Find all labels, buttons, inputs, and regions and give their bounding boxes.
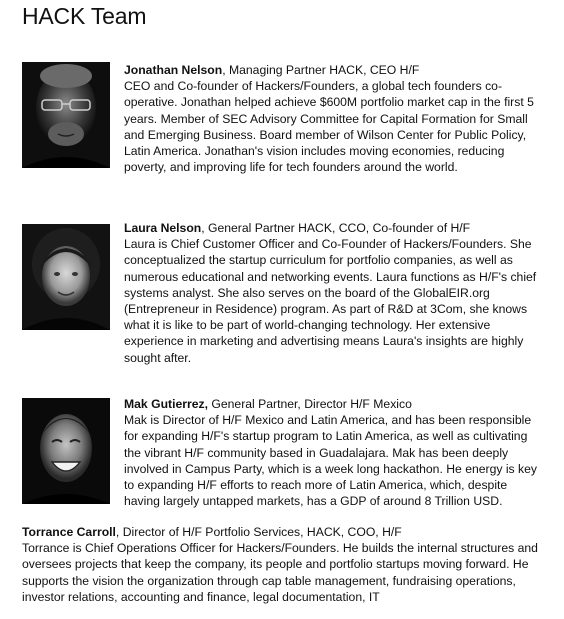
member-bio-mak-gutierrez — [124, 396, 544, 509]
member-headline — [22, 524, 547, 540]
team-member-jonathan-nelson — [22, 62, 552, 180]
team-member-mak-gutierrez — [22, 396, 552, 510]
member-headline — [124, 396, 544, 412]
team-member-laura-nelson — [22, 220, 552, 365]
member-role: , Managing Partner HACK, CEO H/F — [222, 63, 420, 77]
member-headline — [124, 62, 544, 78]
member-description: Torrance is Chief Operations Officer for Hackers/Founders. He builds the internal structures and oversees projects that keep the company, its people and portfolio startups moving forward. He supports the vision the organization through cap table management, fundraising operations, investor relations, accounting and finance, legal documentation, IT — [22, 541, 538, 604]
member-headline — [124, 220, 544, 236]
member-role: , General Partner HACK, CCO, Co-founder of H/F — [201, 221, 471, 235]
member-description: Mak is Director of H/F Mexico and Latin America, and has been responsible for expanding H/F's startup program to Latin America, as well as cultivating the vibrant H/F community based in Guadalajara. Mak has been deeply involved in Campus Party, which is a week long hackathon. He energy is key to expanding H/F efforts to reach more of Latin America, which, despite having largely untapped markets, has a GDP of around 8 Trillion USD. — [124, 413, 537, 509]
member-name: Jonathan Nelson — [124, 63, 223, 77]
member-role: General Partner, Director H/F Mexico — [208, 397, 412, 411]
member-role: , Director of H/F Portfolio Services, HACK, COO, H/F — [115, 525, 402, 539]
page-title: HACK Team — [22, 3, 147, 29]
member-name: Mak Gutierrez, — [124, 397, 208, 411]
member-description: CEO and Co-founder of Hackers/Founders, a global tech founders co-operative. Jonathan helped achieve $600M portfolio market cap in the first 5 years. Member of SEC Advisory Committee for Capital Formation for Small and Emerging Business. Board member of Wilson Center for Public Policy, Latin America. Jonathan's vision includes moving economies, reducing poverty, and improving life for tech founders around the world. — [124, 79, 534, 175]
member-bio-laura-nelson — [124, 220, 544, 366]
team-member-torrance-carroll — [22, 524, 552, 614]
portrait-photo-mak-gutierrez — [22, 398, 110, 504]
member-name: Laura Nelson — [124, 221, 202, 235]
member-name: Torrance Carroll — [22, 525, 116, 539]
portrait-photo-laura-nelson — [22, 224, 110, 330]
portrait-photo-jonathan-nelson — [22, 62, 110, 168]
member-description: Laura is Chief Customer Officer and Co-Founder of Hackers/Founders. She conceptualized the startup curriculum for portfolio companies, as well as numerous educational and networking events. Laura functions as H/F's chief systems analyst. She also serves on the board of the GlobalEIR.org (Entrepreneur in Residence) program. As part of R&D at 3Com, she knows what it is like to be part of world-changing technology. Her extensive experience in marketing and advertising means Laura's insights are highly sought after. — [124, 237, 537, 365]
member-bio-jonathan-nelson — [124, 62, 544, 175]
member-bio-torrance-carroll — [22, 524, 547, 605]
